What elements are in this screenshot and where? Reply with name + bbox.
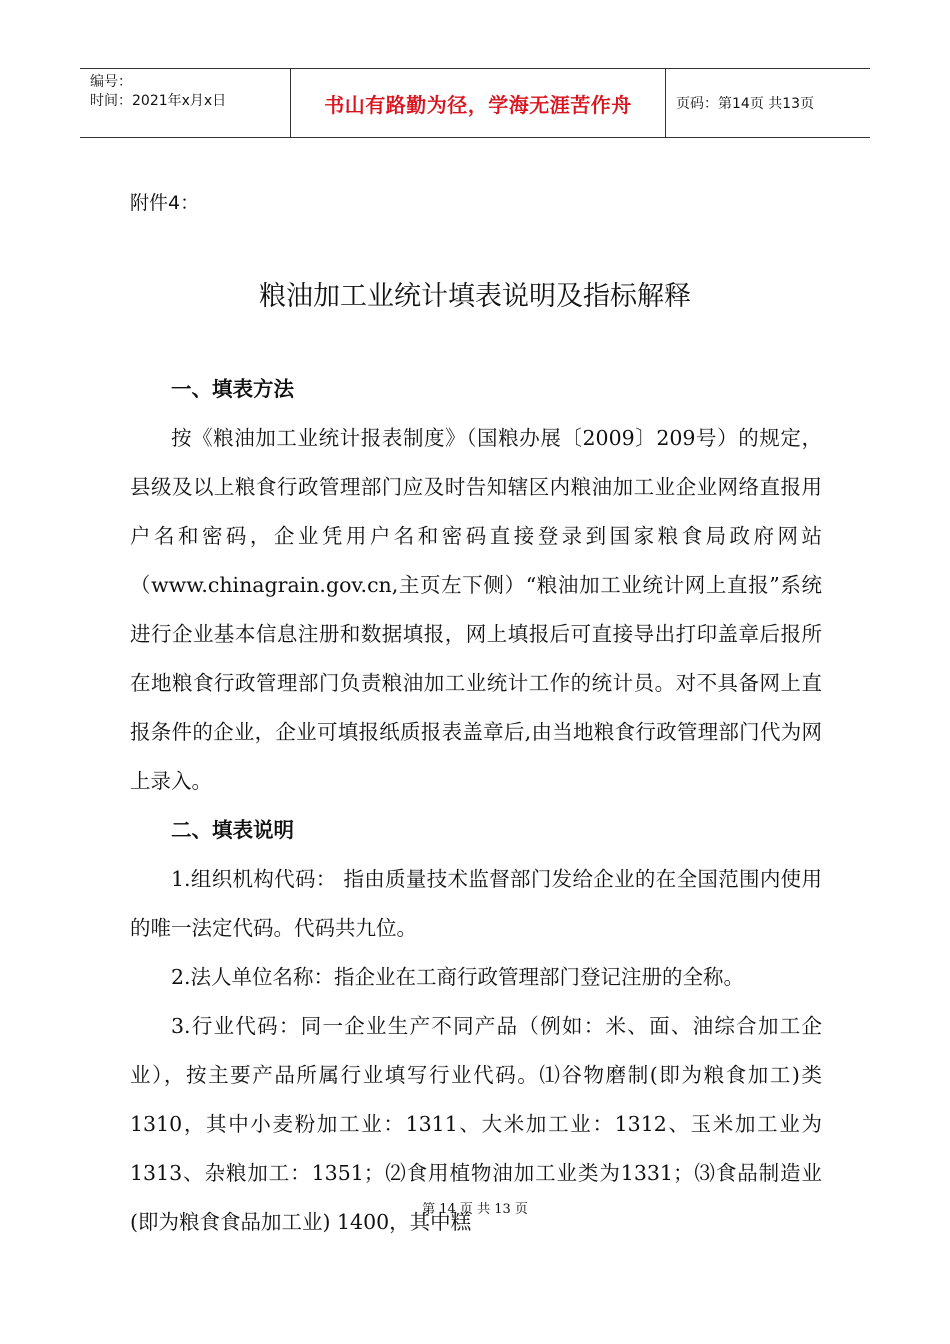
header-meta-cell [80,69,291,137]
section-heading: 一、填表方法 [171,377,294,401]
serial-label: 编号： [90,74,132,90]
document-body [130,365,822,1247]
attachment-label: 附件4： [130,192,200,214]
page-footer: 第 14 页 共 13 页 [422,1202,528,1217]
header-page-info: 页码：第14页 共13页 [676,96,815,112]
time-label: 时间：2021年x月x日 [90,93,227,109]
document-title: 粮油加工业统计填表说明及指标解释 [259,281,691,312]
paragraph: 1.组织机构代码： 指由质量技术监督部门发给企业的在全国范围内使用的唯一法定代码。代码共九位。 [130,867,822,940]
section-heading: 二、填表说明 [171,818,294,842]
paragraph: 按《粮油加工业统计报表制度》（国粮办展〔2009〕209号）的规定，县级及以上粮食行政管理部门应及时告知辖区内粮油加工业企业网络直报用户名和密码，企业凭用户名和密码直接登录到国家粮食局政府网站（www.chinagrain.gov.cn,主页左下侧）“粮油加工业统计网上直报”系统进行企业基本信息注册和数据填报，网上填报后可直接导出打印盖章后报所在地粮食行政管理部门负责粮油加工业统计工作的统计员。对不具备网上直报条件的企业，企业可填报纸质报表盖章后,由当地粮食行政管理部门代为网上录入。 [130,426,822,793]
document-header [80,68,870,138]
paragraph: 3.行业代码：同一企业生产不同产品（例如：米、面、油综合加工企业），按主要产品所属行业填写行业代码。⑴谷物磨制(即为粮食加工)类1310，其中小麦粉加工业：1311、大米加工业：1312、玉米加工业为1313、杂粮加工：1351；⑵食用植物油加工业类为1331；⑶食品制造业(即为粮食食品加工业) 1400，其中糕 [130,1014,822,1234]
paragraph: 2.法人单位名称：指企业在工商行政管理部门登记注册的全称。 [171,965,745,989]
header-motto: 书山有路勤为径，学海无涯苦作舟 [291,69,666,137]
